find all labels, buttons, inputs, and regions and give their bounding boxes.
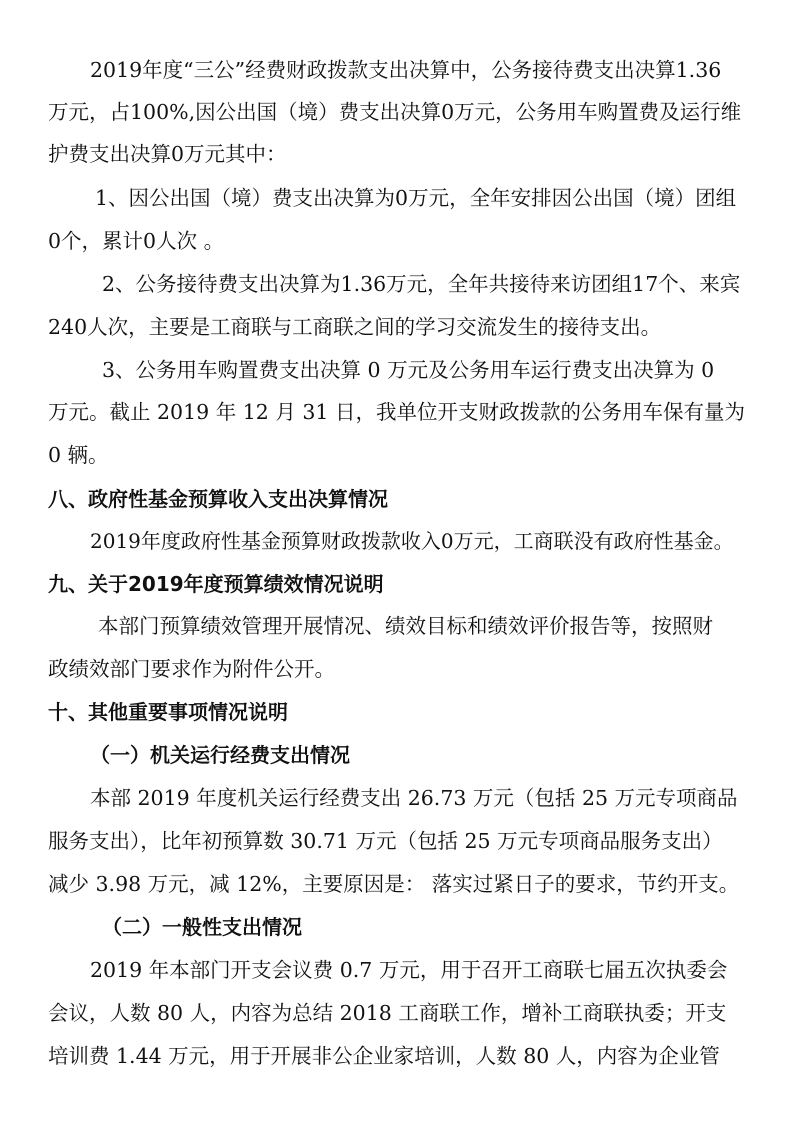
paragraph-line: 会议，人数 80 人，内容为总结 2018 工商联工作，增补工商联执委；开支 (48, 1001, 727, 1025)
section-heading: 十、其他重要事项情况说明 (48, 700, 288, 724)
paragraph-line: 本部门预算绩效管理开展情况、绩效目标和绩效评价报告等，按照财 (98, 614, 713, 638)
section-heading: 九、关于2019年度预算绩效情况说明 (48, 572, 384, 596)
paragraph-line: 万元。截止 2019 年 12 月 31 日，我单位开支财政拨款的公务用车保有量为 (48, 400, 745, 424)
paragraph-line: 0个，累计0人次 。 (48, 229, 225, 253)
paragraph-line: 240人次，主要是工商联与工商联之间的学习交流发生的接待支出。 (48, 315, 662, 339)
paragraph-line: 政绩效部门要求作为附件公开。 (48, 657, 335, 681)
section-heading: 八、政府性基金预算收入支出决算情况 (48, 487, 388, 511)
paragraph-line: 万元，占100%,因公出国（境）费支出决算0万元，公务用车购置费及运行维 (48, 100, 742, 124)
subsection-heading: （一）机关运行经费支出情况 (90, 743, 350, 767)
paragraph-line: 3、公务用车购置费支出决算 0 万元及公务用车运行费支出决算为 0 (102, 358, 715, 382)
paragraph-line: 2019年度“三公”经费财政拨款支出决算中，公务接待费支出决算1.36 (90, 58, 722, 82)
paragraph-line: 培训费 1.44 万元，用于开展非公企业家培训，人数 80 人，内容为企业管 (48, 1044, 720, 1068)
paragraph-line: 1、因公出国（境）费支出决算为0万元，全年安排因公出国（境）团组 (95, 186, 737, 210)
paragraph-line: 护费支出决算0万元其中： (48, 142, 287, 166)
paragraph-line: 2019年度政府性基金预算财政拨款收入0万元，工商联没有政府性基金。 (90, 529, 734, 553)
paragraph-line: 0 辆。 (48, 443, 109, 467)
paragraph-line: 2、公务接待费支出决算为1.36万元，全年共接待来访团组17个、来宾 (102, 272, 741, 296)
subsection-heading: （二）一般性支出情况 (102, 915, 302, 939)
paragraph-line: 减少 3.98 万元，减 12%，主要原因是： 落实过紧日子的要求，节约开支。 (48, 872, 740, 896)
paragraph-line: 服务支出），比年初预算数 30.71 万元（包括 25 万元专项商品服务支出） (48, 829, 723, 853)
paragraph-line: 本部 2019 年度机关运行经费支出 26.73 万元（包括 25 万元专项商品 (90, 786, 738, 810)
paragraph-line: 2019 年本部门开支会议费 0.7 万元，用于召开工商联七届五次执委会 (90, 958, 728, 982)
